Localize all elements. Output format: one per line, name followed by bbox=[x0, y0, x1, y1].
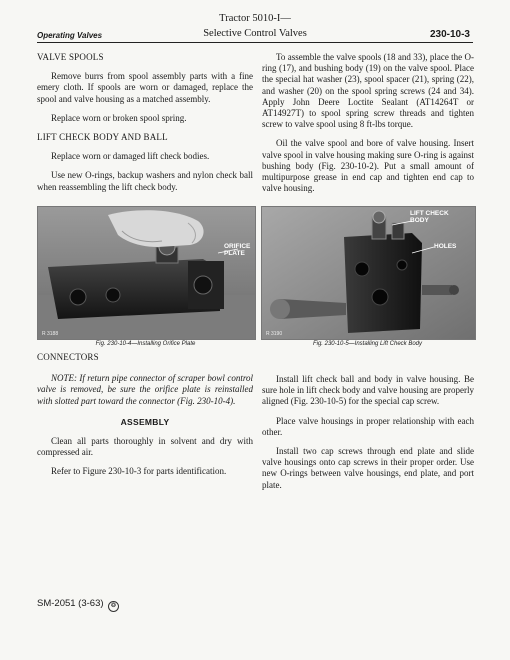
heading-valve-spools: VALVE SPOOLS bbox=[37, 52, 104, 62]
heading-connectors: CONNECTORS bbox=[37, 352, 99, 362]
page-number: 230-10-3 bbox=[429, 29, 470, 40]
paragraph-replace-spring: Replace worn or broken spool spring. bbox=[51, 112, 187, 123]
paragraph-new-orings: Use new O-rings, backup washers and nylon check ball when reassembling the lift check body. bbox=[37, 170, 253, 192]
paragraph-refer-figure: Refer to Figure 230-10-3 for parts identification. bbox=[51, 466, 227, 477]
printing-seal-icon: ❂ bbox=[108, 601, 119, 612]
callout-holes: HOLES bbox=[434, 243, 457, 250]
orifice-plate-illustration bbox=[38, 207, 255, 339]
left-column-top bbox=[37, 52, 253, 193]
section-subtitle: Selective Control Valves bbox=[203, 28, 307, 39]
right-column-top bbox=[262, 52, 474, 194]
callout-lift-check-body: LIFT CHECK BODY bbox=[410, 210, 449, 224]
footer-code: SM-2051 (3-63) bbox=[37, 598, 104, 609]
note-orifice-plate: NOTE: If return pipe connector of scraper bowl control valve is removed, be sure the orifice plate is reinstalled with slotted part toward the connector (Fig. 230-10-4). bbox=[37, 373, 253, 406]
paragraph-oil-spool: Oil the valve spool and bore of valve housing. Insert valve spool in valve housing making sure O-ring is against bushing body (Fig. 230-10-2). Put a small amount of multipurpose grease in end cap and tighten end cap to valve housing. bbox=[262, 138, 474, 194]
manual-title: Tractor 5010-I— bbox=[219, 13, 291, 24]
left-column-bottom bbox=[37, 352, 253, 478]
paragraph-install-ball: Install lift check ball and body in valve housing. Be sure hole in lift check body and valve housing are properly aligned (Fig. 230-10-5) for the special cap screw. bbox=[262, 374, 474, 407]
photo-tag-left: R 3188 bbox=[42, 331, 59, 337]
photo-tag-right: R 3190 bbox=[266, 331, 283, 337]
paragraph-assemble-spools: To assemble the valve spools (18 and 33), place the O-ring (17), and bushing body (19) on the valve spool. Place the special hat washer (23), spool spacer (21), spring (22), and washer (20) on the spool spring screws (24 and 34). Apply John Deere Loctite Sealant (AT14264T or AT14927T) to spool spring screw threads and tighten screw to valve spool using 8 ft-lbs torque. bbox=[262, 52, 474, 130]
callout-orifice-plate: ORIFICE PLATE bbox=[224, 243, 251, 257]
header-divider bbox=[37, 42, 473, 43]
paragraph-remove-burrs: Remove burrs from spool assembly parts with a fine emery cloth. If spools are worn or damaged, replace the spool and valve housing as a matched assembly. bbox=[37, 71, 253, 104]
footer bbox=[37, 598, 119, 612]
paragraph-place-housings: Place valve housings in proper relationship with each other. bbox=[262, 415, 474, 437]
lift-check-illustration bbox=[262, 207, 475, 339]
section-label: Operating Valves bbox=[37, 31, 103, 40]
paragraph-replace-bodies: Replace worn or damaged lift check bodies. bbox=[51, 151, 210, 162]
figure-lift-check-photo bbox=[261, 206, 476, 340]
figure-orifice-plate-photo bbox=[37, 206, 256, 340]
paragraph-install-cap-screws: Install two cap screws through end plate and slide valve housings onto cap screws in their proper order. Use new O-rings between valve housings, end plate, and port plate. bbox=[262, 446, 474, 490]
figure-caption-right: Fig. 230-10-5—Installing Lift Check Body bbox=[312, 341, 423, 347]
heading-lift-check: LIFT CHECK BODY AND BALL bbox=[37, 132, 168, 143]
right-column-bottom bbox=[262, 374, 474, 491]
figure-caption-left: Fig. 230-10-4—Installing Orifice Plate bbox=[95, 341, 196, 347]
heading-assembly: ASSEMBLY bbox=[120, 416, 170, 427]
paragraph-clean-parts: Clean all parts thoroughly in solvent and dry with compressed air. bbox=[37, 436, 253, 458]
